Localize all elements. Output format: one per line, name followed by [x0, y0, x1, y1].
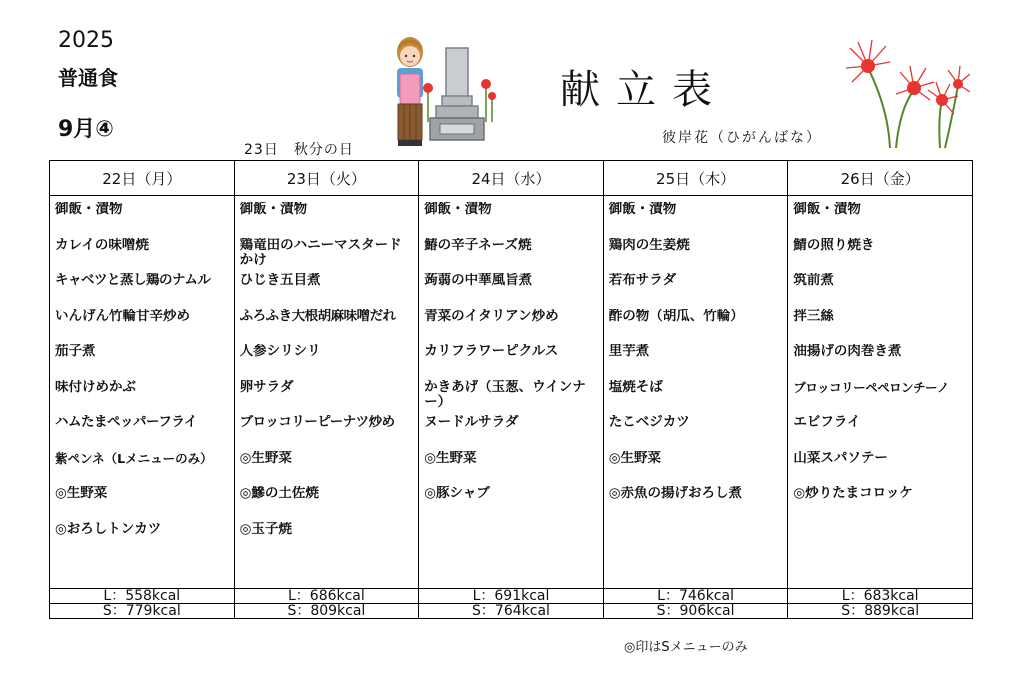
menu-item: 酢の物（胡瓜、竹輪）: [608, 308, 744, 324]
menu-item: 人参シリシリ: [239, 344, 321, 359]
menu-item: 御飯・漬物: [55, 202, 123, 217]
menu-item: 鶏竜田のハニーマスタードかけ: [239, 237, 402, 268]
menu-item: 筑前煮: [793, 273, 834, 288]
menu-item: 味付けめかぶ: [55, 379, 136, 395]
date-header-wed: 24日（水）: [419, 161, 604, 196]
menu-table: [49, 160, 973, 619]
menu-column-wed: [419, 196, 604, 589]
menu-item: ◎玉子焼: [239, 521, 292, 537]
menu-item: ふろふき大根胡麻味噌だれ: [239, 308, 396, 324]
menu-column-tue: [234, 196, 419, 589]
menu-item: 里芋煮: [608, 344, 650, 359]
menu-item: ◎生野菜: [239, 450, 292, 466]
menu-item: 卵サラダ: [239, 379, 294, 395]
menu-item: ブロッコリーペペロンチーノ: [793, 379, 949, 395]
menu-item: ◎炒りたまコロッケ: [793, 486, 913, 501]
menu-item: 山菜スパソテー: [793, 450, 888, 466]
s-kcal-fri: S：889kcal: [841, 603, 920, 619]
grave-visit-icon: [388, 30, 500, 148]
menu-item: いんげん竹輪甘辛炒め: [55, 308, 190, 324]
menu-item: 紫ペンネ（Lメニューのみ）: [55, 450, 213, 466]
menu-item: 鶏肉の生姜焼: [608, 237, 690, 253]
menu-item: 御飯・漬物: [239, 202, 308, 217]
menu-item: カリフラワーピクルス: [424, 344, 559, 359]
s-kcal-tue: S：809kcal: [287, 603, 366, 619]
menu-item: ひじき五目煮: [239, 273, 321, 288]
l-kcal-fri: L：683kcal: [841, 588, 919, 604]
date-header-row: [50, 161, 973, 196]
menu-item: 御飯・漬物: [424, 202, 492, 217]
spider-lily-illustration: [830, 38, 972, 150]
holiday-note: 23日 秋分の日: [244, 142, 354, 158]
menu-column-mon: [50, 196, 235, 589]
s-kcal-wed: S：764kcal: [472, 603, 550, 619]
l-kcal-tue: L：686kcal: [287, 588, 365, 604]
menu-item: ◎鰺の土佐焼: [239, 486, 319, 501]
menu-item: ◎おろしトンカツ: [55, 521, 162, 537]
menu-item: 鯖の照り焼き: [793, 237, 875, 253]
menu-item: ヌードルサラダ: [424, 415, 519, 430]
spider-lily-icon: [830, 38, 972, 150]
date-header-fri: 26日（金）: [788, 161, 973, 196]
menu-item: ◎豚シャブ: [424, 486, 490, 501]
s-kcal-mon: S：779kcal: [102, 603, 181, 619]
menu-item: 御飯・漬物: [608, 202, 677, 217]
menu-item: ハムたまペッパーフライ: [55, 415, 197, 430]
menu-item: 油揚げの肉巻き煮: [793, 344, 902, 359]
menu-item: ◎生野菜: [424, 450, 477, 466]
date-header-mon: 22日（月）: [50, 161, 235, 196]
month-week-label: 9月④: [58, 117, 114, 142]
footnote: ◎印はSメニューのみ: [624, 640, 748, 655]
menu-item: たこベジカツ: [608, 415, 690, 430]
menu-column-thu: [603, 196, 788, 589]
menu-item: ブロッコリーピーナツ炒め: [239, 415, 395, 430]
menu-item: ◎生野菜: [55, 486, 108, 501]
menu-item: 若布サラダ: [608, 273, 677, 288]
menu-item: カレイの味噌焼: [55, 237, 149, 253]
menu-item: 鰆の辛子ネーズ焼: [424, 237, 532, 253]
flower-caption: 彼岸花（ひがんばな）: [662, 130, 822, 146]
menu-item: 青菜のイタリアン炒め: [424, 308, 559, 324]
menu-item: ◎赤魚の揚げおろし煮: [608, 486, 743, 501]
s-kcal-thu: S：906kcal: [656, 603, 735, 619]
page-title: 献立表: [560, 67, 728, 113]
date-header-thu: 25日（木）: [603, 161, 788, 196]
menu-item: 塩焼そば: [608, 379, 663, 395]
menu-item: 拌三絲: [793, 308, 834, 324]
menu-item: 蒟蒻の中華風旨煮: [424, 273, 533, 288]
l-kcal-row: [50, 589, 973, 604]
diet-type-label: 普通食: [58, 66, 118, 90]
menu-item: エビフライ: [793, 415, 861, 430]
menu-item: 御飯・漬物: [793, 202, 861, 217]
menu-items-row: [50, 196, 973, 589]
grave-visit-illustration: [388, 30, 500, 148]
date-header-tue: 23日（火）: [234, 161, 419, 196]
menu-item: ◎生野菜: [608, 450, 662, 466]
l-kcal-mon: L：558kcal: [103, 588, 181, 604]
s-kcal-row: [50, 604, 973, 619]
menu-item: 茄子煮: [55, 344, 96, 359]
l-kcal-thu: L：746kcal: [657, 588, 734, 604]
menu-item: キャベツと蒸し鶏のナムル: [55, 273, 211, 288]
menu-item: かきあげ（玉葱、ウインナー）: [424, 379, 586, 410]
year-label: 2025: [58, 28, 114, 53]
menu-column-fri: [788, 196, 973, 589]
l-kcal-wed: L：691kcal: [472, 588, 550, 604]
